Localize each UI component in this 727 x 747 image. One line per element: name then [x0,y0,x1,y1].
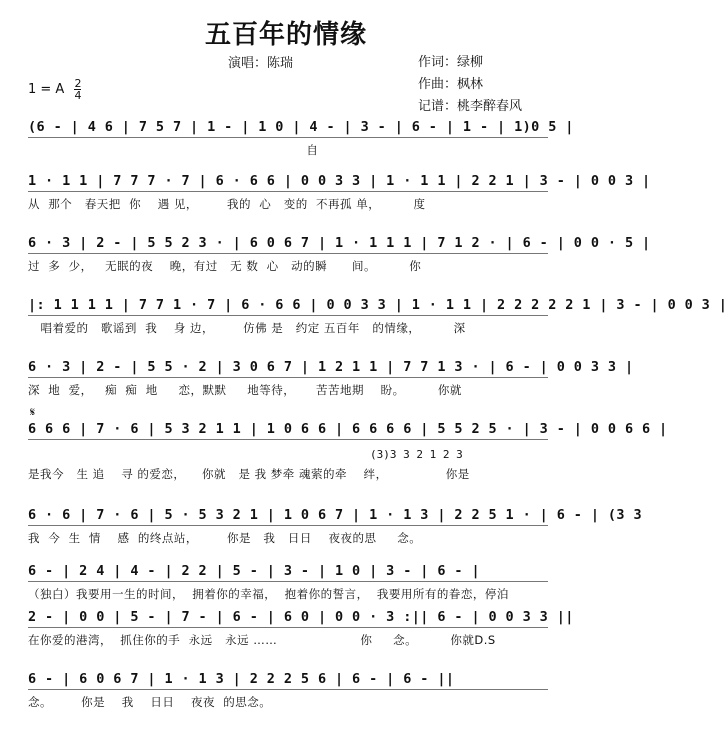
lyricist-credit: 作词：绿柳 [418,55,484,70]
notation-line: 6 · 6 | 7 · 6 | 5 · 5 3 2 1 | 1 0 6 7 | 1 · 1 3 | 2 2 5 1 · | 6 - | (3 3 [28,506,548,526]
interlude-notes: (3)3 3 2 1 2 3 [370,448,463,461]
lyric-line: 过 多 少， 无眠的夜 晚，有过 无 数 心 动的瞬 间。 你 [28,259,422,273]
notation-line: |: 1 1 1 1 | 7 7 1 · 7 | 6 · 6 6 | 0 0 3 3 | 1 · 1 1 | 2 2 2 2 2 1 | 3 - | 0 0 3 | [28,296,548,316]
score-line-5 [28,358,634,398]
key-signature [28,78,81,101]
lyric-line: 念。 你是 我 日日 夜夜 的思念。 [28,695,272,709]
key-label: 1 = A [28,82,65,97]
notation-line: 1 · 1 1 | 7 7 7 · 7 | 6 · 6 6 | 0 0 3 3 | 1 · 1 1 | 2 2 1 | 3 - | 0 0 3 | [28,172,548,192]
lyric-line: （独白）我要用一生的时间， 拥着你的幸福， 抱着你的誓言， 我要用所有的眷恋，停泊 [28,587,509,601]
lyric-line: 深 地 爱， 痴 痴 地 恋，默默 地等待， 苦苦地期 盼。 你就 [28,383,462,397]
notation-line: 6 · 3 | 2 - | 5 5 · 2 | 3 0 6 7 | 1 2 1 1 | 7 7 1 3 · | 6 - | 0 0 3 3 | [28,358,548,378]
score-line-2 [28,172,651,212]
lyric-line: 自 [28,143,319,157]
singer-credit: 演唱：陈瑞 [228,56,294,71]
notation-line: (6 - | 4 6 | 7 5 7 | 1 - | 1 0 | 4 - | 3 - | 6 - | 1 - | 1)0 5 | [28,118,548,138]
score-line-1 [28,118,574,158]
transcriber-credit: 记谱：桃李醉春风 [418,99,523,114]
notation-line: 6 6 6 | 7 · 6 | 5 3 2 1 1 | 1 0 6 6 | 6 6 6 6 | 5 5 2 5 · | 3 - | 0 0 6 6 | [28,420,548,440]
lyric-line: 唱着爱的 歌谣到 我 身 边， 仿佛 是 约定 五百年 的情缘， 深 [28,321,466,335]
notation-line: 6 - | 6 0 6 7 | 1 · 1 3 | 2 2 2 5 6 | 6 - | 6 - || [28,670,548,690]
song-title: 五百年的情缘 [204,20,367,50]
credits-block [418,52,522,118]
score-line-4 [28,296,727,336]
lyric-line: 我 今 生 情 感 的终点站， 你是 我 日日 夜夜的思 念。 [28,531,422,545]
score-line-3 [28,234,651,274]
score-line-6 [28,420,668,482]
lyric-line: 在你爱的港湾， 抓住你的手 永远 永远 …… 你 念。 你就D.S [28,633,496,647]
notation-line: 6 · 3 | 2 - | 5 5 2 3 · | 6 0 6 7 | 1 · 1 1 1 | 7 1 2 · | 6 - | 0 0 · 5 | [28,234,548,254]
lyric-line: 从 那个 春天把 你 遇 见， 我的 心 变的 不再孤 单， 度 [28,197,426,211]
lyric-line: 是我今 生 追 寻 的爱恋， 你就 是 我 梦牵 魂萦的牵 绊， 你是 [28,467,470,481]
time-signature-top: 2 [74,77,82,90]
score-line-8 [28,562,548,602]
score-line-10 [28,670,548,710]
segno-sign: 𝄋 [30,405,36,419]
time-signature [74,78,81,101]
score-line-7 [28,506,642,546]
score-line-9 [28,608,574,648]
composer-credit: 作曲：枫林 [418,77,484,92]
notation-line: 2 - | 0 0 | 5 - | 7 - | 6 - | 6 0 | 0 0 · 3 :|| 6 - | 0 0 3 3 || [28,608,548,628]
notation-line: 6 - | 2 4 | 4 - | 2 2 | 5 - | 3 - | 1 0 | 3 - | 6 - | [28,562,548,582]
time-signature-bottom: 4 [74,89,82,102]
